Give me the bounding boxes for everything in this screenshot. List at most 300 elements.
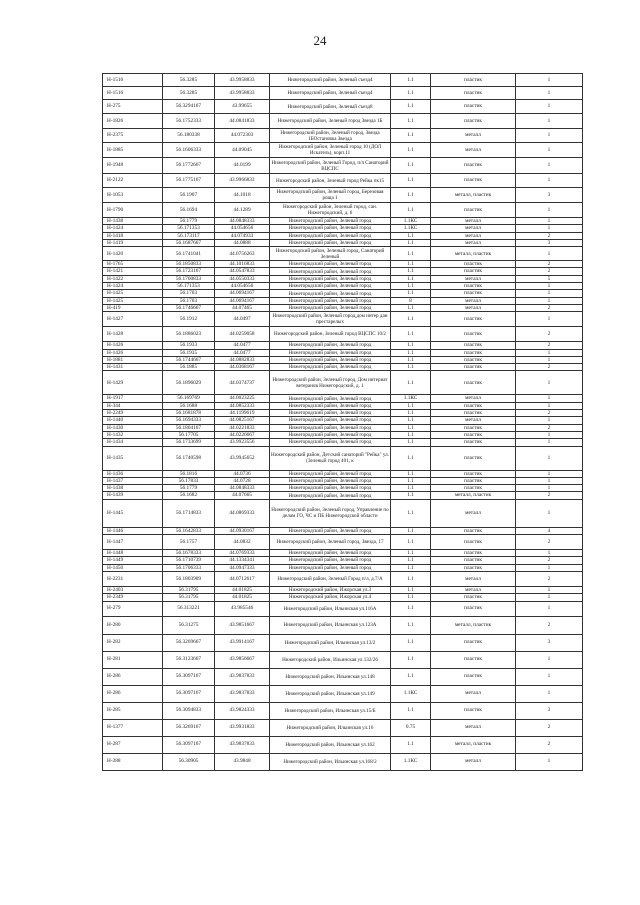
cell-address: Нижегородский район, Зеленый город Звезда 1Б	[270, 114, 391, 129]
cell-address: Нижегородский район, Зеленый город	[270, 290, 391, 297]
cell-material: металл	[431, 753, 516, 770]
cell-address: Нижегородский район, Зеленый город	[270, 364, 391, 371]
cell-longitude: 43.9837833	[215, 685, 270, 702]
cell-address: Нижегородский район, Зеленый город	[270, 424, 391, 431]
cell-count: 1	[516, 753, 583, 770]
cell-address: Нижегородский район, Зеленый город	[270, 218, 391, 225]
cell-material: пластик	[431, 312, 516, 327]
cell-address: Нижегородский район, Зеленый город	[270, 232, 391, 239]
cell-material: пластик	[431, 535, 516, 550]
cell-longitude: 43.9958833	[215, 74, 270, 87]
cell-longitude: 43.985546	[215, 601, 270, 616]
cell-longitude: 44.1334341	[215, 557, 270, 564]
cell-count: 1	[516, 477, 583, 484]
cell-material: пластик	[431, 371, 516, 395]
cell-volume: 1.1	[391, 114, 431, 129]
cell-latitude: 56.3285	[163, 87, 215, 100]
cell-address: Нижегородский район, Зеленый Город п/л, д.7/А	[270, 571, 391, 586]
cell-latitude: 56.1772667	[163, 158, 215, 174]
cell-volume: 1.1	[391, 470, 431, 477]
cell-site-id: Н-1439	[103, 492, 163, 499]
cell-longitude: 44.0226667	[215, 431, 270, 438]
cell-address: Нижегородский район, Зеленый город 10 (ДОЛ Искатель), корп.11	[270, 143, 391, 158]
cell-site-id: Н-1917	[103, 395, 163, 402]
cell-count: 1	[516, 564, 583, 571]
cell-site-id: Н-1447	[103, 535, 163, 550]
table-row	[103, 410, 583, 417]
cell-count: 2	[516, 535, 583, 550]
cell-address: Нижегородский район, Ильинская ул.15/Б	[270, 702, 391, 719]
cell-longitude: 44.0888	[215, 239, 270, 246]
cell-latitude: 56.31275	[163, 616, 215, 634]
cell-longitude: 43.9931833	[215, 719, 270, 736]
cell-latitude: 56.1803909	[163, 571, 215, 586]
cell-address: Нижегородский район, Зеленый город	[270, 395, 391, 402]
cell-count: 1	[516, 100, 583, 114]
cell-volume: 1.1	[391, 634, 431, 651]
cell-address: Нижегородский район, Зеленый город	[270, 470, 391, 477]
cell-volume: 1.1	[391, 158, 431, 174]
cell-volume: 1.1	[391, 477, 431, 484]
cell-volume: 1.1	[391, 304, 431, 311]
cell-latitude: 56.1678333	[163, 550, 215, 557]
cell-longitude: 44.054656	[215, 283, 270, 290]
cell-latitude: 56.1752333	[163, 114, 215, 129]
cell-latitude: 56.1779	[163, 485, 215, 492]
table-row	[103, 129, 583, 143]
cell-latitude: 56.1933	[163, 342, 215, 349]
table-row	[103, 283, 583, 290]
cell-volume: 8	[391, 297, 431, 304]
cell-address: Нижегородский район, Зеленый город, Дом интернат ветеранов Нижегородский, д. 1	[270, 371, 391, 395]
table-row	[103, 736, 583, 753]
cell-latitude: 56.171353	[163, 225, 215, 232]
cell-address: Нижегородский район, Зеленый город, Березовая роща 1	[270, 188, 391, 203]
cell-material: пластик	[431, 439, 516, 446]
cell-latitude: 56.1757	[163, 535, 215, 550]
cell-material: металл	[431, 586, 516, 593]
cell-count: 1	[516, 586, 583, 593]
table-row	[103, 564, 583, 571]
cell-latitude: 56.3097167	[163, 668, 215, 685]
cell-material: пластик	[431, 477, 516, 484]
cell-site-id: Н-1428	[103, 327, 163, 342]
cell-material: пластик	[431, 327, 516, 342]
table-row	[103, 239, 583, 246]
cell-address: Нижегородский район, Зеленый город ВЦСПС 10/2	[270, 327, 391, 342]
cell-latitude: 56.1907	[163, 188, 215, 203]
cell-count: 1	[516, 402, 583, 409]
cell-site-id: Н-275	[103, 100, 163, 114]
cell-site-id: Н-1435	[103, 446, 163, 470]
cell-volume: 1.1	[391, 424, 431, 431]
cell-material: пластик	[431, 431, 516, 438]
table-row	[103, 446, 583, 470]
cell-material: металл	[431, 571, 516, 586]
cell-count: 1	[516, 470, 583, 477]
cell-address: Нижегородский район, Ильинская ул.148	[270, 668, 391, 685]
cell-volume: 1.1	[391, 616, 431, 634]
cell-volume: 1.1	[391, 586, 431, 593]
cell-latitude: 56.180338	[163, 129, 215, 143]
cell-count: 1	[516, 601, 583, 616]
cell-longitude: 44.1289	[215, 203, 270, 218]
cell-address: Нижегородский район, Зеленый город	[270, 410, 391, 417]
cell-latitude: 56.1912	[163, 312, 215, 327]
cell-site-id: Н-1377	[103, 719, 163, 736]
cell-count: 1	[516, 87, 583, 100]
cell-longitude: 44.0825167	[215, 417, 270, 424]
cell-longitude: 43.9837833	[215, 668, 270, 685]
cell-site-id: Н-1948	[103, 158, 163, 174]
cell-site-id: Н-280	[103, 616, 163, 634]
cell-count: 2	[516, 268, 583, 275]
cell-site-id: Н-1425	[103, 290, 163, 297]
table-row	[103, 616, 583, 634]
cell-count: 2	[516, 410, 583, 417]
cell-volume: 1.1	[391, 364, 431, 371]
cell-site-id: Н-1431	[103, 364, 163, 371]
cell-volume: 1.1	[391, 327, 431, 342]
table-row	[103, 557, 583, 564]
cell-site-id: Н-1432	[103, 431, 163, 438]
cell-volume: 1.1	[391, 290, 431, 297]
cell-count: 1	[516, 158, 583, 174]
cell-count: 1	[516, 218, 583, 225]
cell-site-id: Н-1429	[103, 371, 163, 395]
cell-material: металл	[431, 685, 516, 702]
cell-address: Нижегородский район, Зеленый город	[270, 239, 391, 246]
cell-longitude: 44.0477	[215, 342, 270, 349]
cell-material: пластик	[431, 424, 516, 431]
cell-material: пластик	[431, 564, 516, 571]
cell-address: Нижегородский район, Зеленый город	[270, 304, 391, 311]
cell-site-id: Н-2403	[103, 586, 163, 593]
cell-site-id: Н-1053	[103, 188, 163, 203]
cell-count: 1	[516, 283, 583, 290]
cell-volume: 1.1	[391, 446, 431, 470]
cell-site-id: Н-1426	[103, 349, 163, 356]
cell-address: Нижегородский район, Зеленый город	[270, 225, 391, 232]
cell-volume: 1.1	[391, 188, 431, 203]
cell-latitude: 56.1694333	[163, 417, 215, 424]
cell-site-id: Н-1445	[103, 499, 163, 527]
cell-address: Нижегородский район, Зеленый город	[270, 349, 391, 356]
cell-address: Нижегородский район, Зеленый город	[270, 417, 391, 424]
cell-count: 2	[516, 364, 583, 371]
cell-volume: 1.1	[391, 431, 431, 438]
cell-material: пластик	[431, 601, 516, 616]
cell-latitude: 56.173117	[163, 232, 215, 239]
cell-longitude: 44.0199	[215, 158, 270, 174]
cell-longitude: 44.1018	[215, 188, 270, 203]
cell-longitude: 43.9923556	[215, 439, 270, 446]
cell-latitude: 56.1896029	[163, 371, 215, 395]
cell-address: Нижегородский район, Зеленый город	[270, 550, 391, 557]
cell-address: Нижегородский район, Зеленый город	[270, 275, 391, 282]
table-row	[103, 492, 583, 499]
cell-site-id: Н-2122	[103, 174, 163, 188]
cell-count: 1	[516, 290, 583, 297]
cell-address: Нижегородский район, Зеленый город, сан. Нижегородский, д. 6	[270, 203, 391, 218]
cell-material: металл, пластик	[431, 188, 516, 203]
cell-material: пластик	[431, 651, 516, 668]
cell-volume: 1.1	[391, 74, 431, 87]
cell-volume: 1.1КС	[391, 218, 431, 225]
table-row	[103, 634, 583, 651]
table-row	[103, 356, 583, 363]
cell-material: металл	[431, 225, 516, 232]
cell-address: Нижегородский район, Зеленый город	[270, 342, 391, 349]
cell-longitude: 44.0259058	[215, 327, 270, 342]
cell-material: пластик	[431, 446, 516, 470]
cell-latitude: 56.1694	[163, 203, 215, 218]
cell-longitude: 44.0848333	[215, 218, 270, 225]
cell-volume: 1.1	[391, 402, 431, 409]
cell-count: 2	[516, 719, 583, 736]
cell-longitude: 43.9966833	[215, 174, 270, 188]
cell-latitude: 56.313221	[163, 601, 215, 616]
cell-latitude: 56.1886023	[163, 327, 215, 342]
table-row	[103, 158, 583, 174]
cell-site-id: Н-1419	[103, 239, 163, 246]
cell-site-id: Н-1424	[103, 225, 163, 232]
cell-material: пластик	[431, 550, 516, 557]
cell-longitude: 44.0756263	[215, 247, 270, 261]
cell-volume: 0.75	[391, 719, 431, 736]
cell-latitude: 56.3269667	[163, 634, 215, 651]
cell-material: металл	[431, 232, 516, 239]
table-row	[103, 327, 583, 342]
cell-site-id: Н-2375	[103, 129, 163, 143]
cell-site-id: Н-287	[103, 736, 163, 753]
table-row	[103, 417, 583, 424]
cell-longitude: 44.0769333	[215, 550, 270, 557]
cell-address: Нижегородский район, Зеленый город	[270, 283, 391, 290]
cell-volume: 1.1	[391, 499, 431, 527]
cell-latitude: 56.1850833	[163, 261, 215, 268]
cell-volume: 1.1	[391, 557, 431, 564]
cell-volume: 1.1	[391, 100, 431, 114]
table-row	[103, 527, 583, 534]
cell-site-id: Н-1448	[103, 550, 163, 557]
cell-longitude: 44.0547833	[215, 268, 270, 275]
cell-count: 2	[516, 342, 583, 349]
cell-longitude: 44.0930167	[215, 527, 270, 534]
cell-site-id: Н-1440	[103, 417, 163, 424]
cell-count: 1	[516, 143, 583, 158]
cell-latitude: 56.1779	[163, 218, 215, 225]
cell-address: Нижегородский район, Зеленый город	[270, 564, 391, 571]
cell-site-id: Н-1765	[103, 261, 163, 268]
cell-volume: 1.1	[391, 736, 431, 753]
cell-volume: 1.1	[391, 143, 431, 158]
cell-longitude: 44.0869333	[215, 499, 270, 527]
cell-count: 1	[516, 174, 583, 188]
table-row	[103, 188, 583, 203]
table-row	[103, 550, 583, 557]
cell-volume: 1.1	[391, 702, 431, 719]
cell-latitude: 56.1642833	[163, 527, 215, 534]
cell-address: Нижегородский район, Зеленый город	[270, 268, 391, 275]
cell-site-id: Н-1436	[103, 470, 163, 477]
cell-site-id: Н-1430	[103, 424, 163, 431]
cell-volume: 1.1	[391, 371, 431, 395]
cell-count: 3	[516, 188, 583, 203]
cell-longitude: 44.0550333	[215, 275, 270, 282]
cell-count: 1	[516, 395, 583, 402]
cell-site-id: Н-1425	[103, 297, 163, 304]
cell-material: металл	[431, 275, 516, 282]
cell-longitude: 43.9914167	[215, 634, 270, 651]
table-row	[103, 87, 583, 100]
cell-material: металл, пластик	[431, 736, 516, 753]
cell-material: пластик	[431, 527, 516, 534]
cell-address: Нижегородский район, Зеленый съезд4	[270, 87, 391, 100]
cell-site-id: Н-1516	[103, 87, 163, 100]
cell-site-id: Н-1885	[103, 143, 163, 158]
cell-longitude: 43.9856667	[215, 651, 270, 668]
cell-volume: 1.1	[391, 601, 431, 616]
cell-volume: 1.1	[391, 342, 431, 349]
table-row	[103, 477, 583, 484]
cell-longitude: 44.0694167	[215, 297, 270, 304]
table-row	[103, 651, 583, 668]
cell-latitude: 56.1723167	[163, 268, 215, 275]
cell-volume: 1.1	[391, 651, 431, 668]
cell-count: 2	[516, 616, 583, 634]
cell-material: металл, пластик	[431, 616, 516, 634]
table-row	[103, 685, 583, 702]
cell-material: пластик	[431, 485, 516, 492]
cell-latitude: 56.17833	[163, 477, 215, 484]
cell-address: Нижегородский район, Ижорская ул.4	[270, 594, 391, 601]
cell-site-id: Н-1438	[103, 485, 163, 492]
cell-count: 2	[516, 327, 583, 342]
cell-material: металл	[431, 297, 516, 304]
cell-longitude: 44.0882833	[215, 356, 270, 363]
cell-latitude: 56.3123667	[163, 651, 215, 668]
cell-material: металл	[431, 143, 516, 158]
cell-volume: 1.1	[391, 261, 431, 268]
cell-count: 2	[516, 736, 583, 753]
cell-latitude: 56.171353	[163, 283, 215, 290]
cell-count: 2	[516, 424, 583, 431]
cell-address: Нижегородский район, Зеленый съезд4	[270, 74, 391, 87]
cell-longitude: 43.99655	[215, 100, 270, 114]
cell-material: пластик	[431, 174, 516, 188]
table-row	[103, 364, 583, 371]
cell-latitude: 56.3097167	[163, 736, 215, 753]
cell-volume: 1.1	[391, 268, 431, 275]
cell-address: Нижегородский район, Ильинская ул.116А	[270, 601, 391, 616]
cell-count: 1	[516, 247, 583, 261]
cell-longitude: 44.09045	[215, 143, 270, 158]
cell-latitude: 56.1740598	[163, 446, 215, 470]
cell-site-id: Н-1826	[103, 114, 163, 129]
cell-material: пластик	[431, 668, 516, 685]
cell-latitude: 56.1703	[163, 297, 215, 304]
cell-material: пластик	[431, 594, 516, 601]
cell-site-id: Н-1420	[103, 247, 163, 261]
cell-longitude: 44.0841833	[215, 114, 270, 129]
table-row	[103, 571, 583, 586]
cell-count: 2	[516, 571, 583, 586]
cell-latitude: 56.3094833	[163, 702, 215, 719]
cell-latitude: 56.169769	[163, 395, 215, 402]
cell-latitude: 56.31795	[163, 594, 215, 601]
cell-longitude: 44.0477	[215, 349, 270, 356]
cell-count: 1	[516, 356, 583, 363]
cell-volume: 1.1	[391, 410, 431, 417]
cell-material: пластик	[431, 356, 516, 363]
cell-address: Нижегородский район, Зеленый город	[270, 297, 391, 304]
cell-count: 1	[516, 550, 583, 557]
table-row	[103, 114, 583, 129]
cell-material: пластик	[431, 87, 516, 100]
cell-site-id: Н-1418	[103, 232, 163, 239]
cell-material: пластик	[431, 634, 516, 651]
cell-site-id: Н-288	[103, 753, 163, 770]
cell-latitude: 56.1746667	[163, 304, 215, 311]
cell-count: 1	[516, 594, 583, 601]
cell-longitude: 44.054656	[215, 225, 270, 232]
cell-site-id: Н-2349	[103, 594, 163, 601]
cell-site-id: Н-419	[103, 304, 163, 311]
cell-volume: 1.1	[391, 349, 431, 356]
cell-material: пластик	[431, 470, 516, 477]
cell-address: Нижегородский район, Зеленый город	[270, 557, 391, 564]
cell-latitude: 56.1816	[163, 470, 215, 477]
cell-address: Нижегородский район, Ильинская ул.13/2	[270, 634, 391, 651]
table-row	[103, 586, 583, 593]
table-row	[103, 753, 583, 770]
page-number: 24	[313, 33, 327, 48]
cell-latitude: 56.1741041	[163, 247, 215, 261]
cell-longitude: 44.01825	[215, 594, 270, 601]
cell-longitude: 44.0023225	[215, 395, 270, 402]
container-sites-table	[102, 73, 583, 771]
cell-site-id: Н-1427	[103, 312, 163, 327]
cell-site-id: Н-1421	[103, 268, 163, 275]
cell-address: Нижегородский район, Зеленый город,дом интер дан престарелых	[270, 312, 391, 327]
cell-material: пластик	[431, 100, 516, 114]
cell-material: пластик	[431, 268, 516, 275]
table-row	[103, 702, 583, 719]
table-row	[103, 174, 583, 188]
cell-volume: 1.1	[391, 232, 431, 239]
cell-longitude: 44.07665	[215, 492, 270, 499]
cell-count: 1	[516, 668, 583, 685]
cell-site-id: Н-1434	[103, 439, 163, 446]
cell-site-id: Н-1437	[103, 477, 163, 484]
cell-material: металл	[431, 417, 516, 424]
cell-longitude: 44.0848333	[215, 485, 270, 492]
cell-longitude: 44.0368167	[215, 364, 270, 371]
table-row	[103, 261, 583, 268]
cell-material: металл	[431, 719, 516, 736]
cell-material: металл, пластик	[431, 492, 516, 499]
cell-count: 1	[516, 417, 583, 424]
cell-latitude: 56.1687667	[163, 239, 215, 246]
cell-material: пластик	[431, 290, 516, 297]
cell-address: Нижегородский район, Зеленый город	[270, 402, 391, 409]
table-row	[103, 470, 583, 477]
cell-site-id: Н-344	[103, 402, 163, 409]
cell-longitude: 44.0374737	[215, 371, 270, 395]
cell-volume: 1.1КС	[391, 685, 431, 702]
cell-volume: 1.1	[391, 283, 431, 290]
